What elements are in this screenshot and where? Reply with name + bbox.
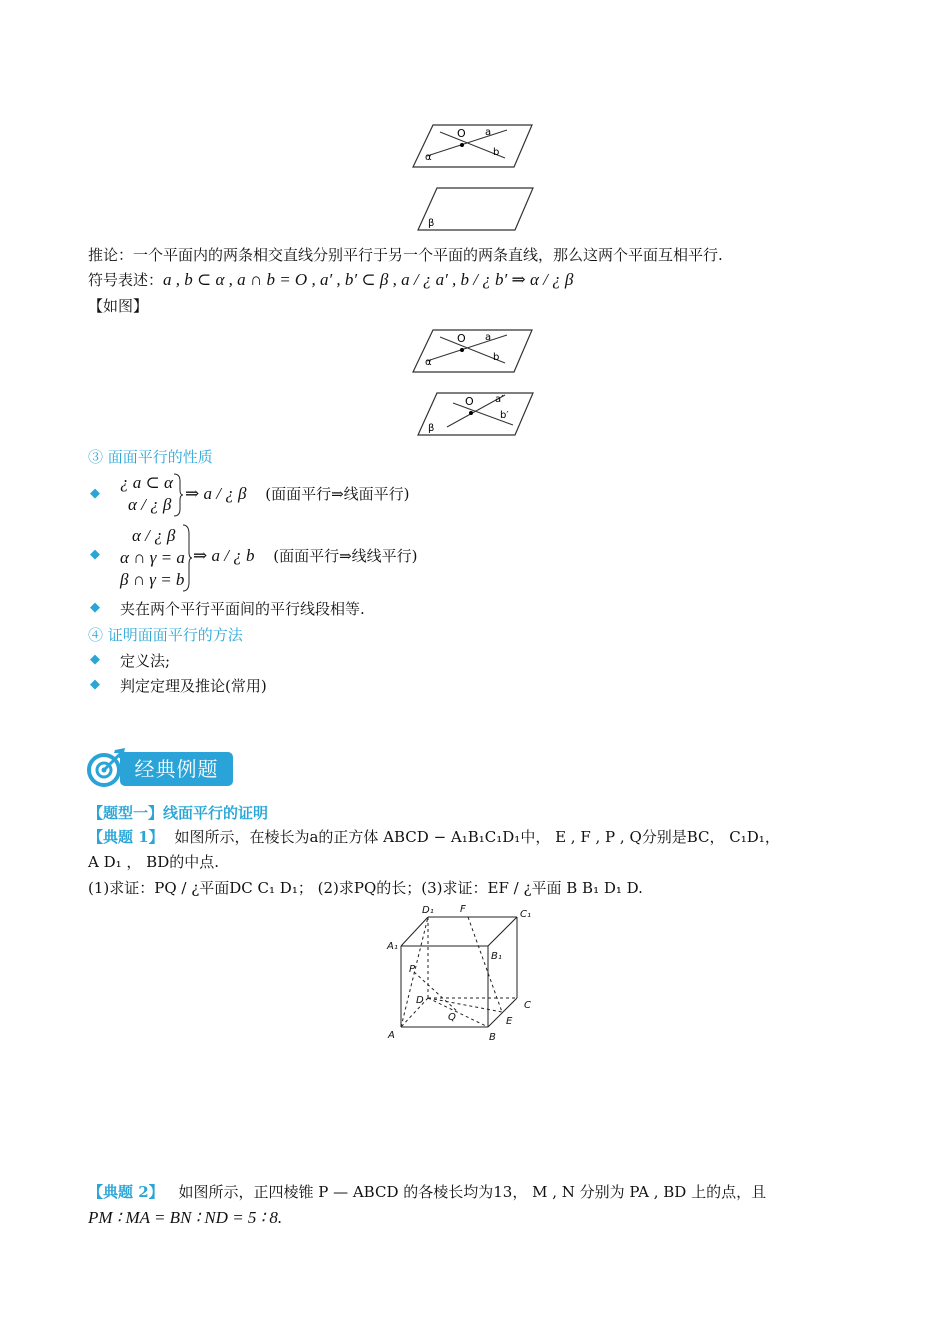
plane-alpha: [413, 125, 532, 167]
label-b-prime: b′: [500, 410, 509, 421]
cube-label-A1: A₁: [387, 941, 398, 952]
cube-label-D1: D₁: [422, 905, 434, 916]
symbol-prefix: 符号表述：: [88, 271, 164, 289]
label-b: b: [493, 147, 500, 158]
cube-label-B1: B₁: [491, 951, 502, 962]
cube-label-F: F: [460, 904, 466, 915]
cube-label-D: D: [416, 995, 424, 1006]
prop2-line3: β ∩ γ = b: [120, 570, 185, 589]
symbol-formula: a , b ⊂ α , a ∩ b = O , a′ , b′ ⊂ β , a / ¿ a′ , b / ¿ b′ ⇒ α / ¿ β: [163, 270, 574, 289]
method-item: 定义法;: [120, 652, 171, 670]
label-beta: β: [428, 218, 435, 229]
prop2-line2: α ∩ γ = a: [120, 548, 185, 567]
cube-label-C: C: [524, 1000, 531, 1011]
diamond-icon: ◆: [90, 600, 100, 615]
label-O: O: [457, 127, 466, 140]
label-O: O: [457, 332, 466, 345]
type1-title: 【题型一】线面平行的证明: [88, 804, 269, 822]
plane-beta-2: [418, 393, 533, 435]
prop2-note: (面面平行⇒线线平行): [273, 547, 418, 565]
section4-title: ④ 证明面面平行的方法: [88, 626, 243, 644]
cube-label-C1: C₁: [520, 909, 531, 920]
figure-parallel-planes-2: [405, 325, 545, 440]
plane-beta: [418, 188, 533, 230]
cube-label-A: A: [388, 1030, 395, 1041]
prop1-line1: ¿ a ⊂ α: [120, 473, 173, 492]
method-item: 判定定理及推论(常用): [120, 677, 267, 695]
prop2-line1: α / ¿ β: [132, 526, 176, 545]
cube-label-B: B: [489, 1032, 496, 1043]
section3-title: ③ 面面平行的性质: [88, 448, 213, 466]
diamond-icon: ◆: [90, 547, 100, 562]
prop1-note: (面面平行⇒线面平行): [265, 485, 410, 503]
prop1-result: ⇒ a / ¿ β: [185, 484, 247, 503]
diamond-icon: ◆: [90, 677, 100, 692]
example2-label: 【典题 2】: [88, 1183, 164, 1201]
as-figure-label: 【如图】: [88, 297, 149, 315]
classic-examples-banner: 经典例题: [120, 752, 233, 786]
cube-label-E: E: [506, 1016, 513, 1027]
inference-text: 推论：一个平面内的两条相交直线分别平行于另一个平面的两条直线，那么这两个平面互相平行.: [88, 246, 723, 264]
inference-symbol: [88, 269, 573, 291]
property-3: 夹在两个平行平面间的平行线段相等.: [120, 600, 365, 618]
example2-line2: PM ∶ MA = BN ∶ ND = 5 ∶ 8.: [88, 1208, 283, 1227]
prop2-result: ⇒ a / ¿ b: [193, 546, 255, 565]
label-a: a: [485, 332, 492, 343]
label-beta: β: [428, 423, 435, 434]
cube-figure: [382, 900, 542, 1045]
example1-line2: A D₁ ， BD的中点.: [88, 853, 219, 871]
cube-label-Q: Q: [448, 1012, 456, 1023]
label-alpha: α: [425, 152, 432, 163]
label-b: b: [493, 352, 500, 363]
example2-line1: [88, 1181, 766, 1203]
example2-text1: 如图所示，正四棱锥 P — ABCD 的各棱长均为13， M , N 分别为 PA , BD 上的点，且: [178, 1183, 767, 1201]
label-alpha: α: [425, 357, 432, 368]
figure-parallel-planes-1: [405, 120, 545, 235]
example1-text1: 如图所示，在棱长为a的正方体 ABCD − A₁B₁C₁D₁中， E , F , P , Q分别是BC， C₁D₁，: [174, 828, 780, 846]
brace-icon: [181, 524, 193, 592]
property-2: [120, 525, 185, 591]
example1-label: 【典题 1】: [88, 828, 164, 846]
prop1-line2: α / ¿ β: [128, 495, 172, 514]
label-O-prime: O: [465, 395, 474, 408]
diamond-icon: ◆: [90, 652, 100, 667]
plane-alpha-2: [413, 330, 532, 372]
property-1: [120, 472, 173, 516]
example1-line3: (1)求证：PQ / ¿平面DC C₁ D₁； (2)求PQ的长；(3)求证：EF / ¿平面 B B₁ D₁ D.: [88, 879, 643, 897]
diamond-icon: ◆: [90, 486, 100, 501]
brace-icon: [172, 473, 184, 517]
example1-line1: [88, 826, 780, 848]
label-a: a: [485, 127, 492, 138]
cube-label-P: P: [409, 964, 416, 975]
label-a-prime: a′: [495, 394, 504, 405]
